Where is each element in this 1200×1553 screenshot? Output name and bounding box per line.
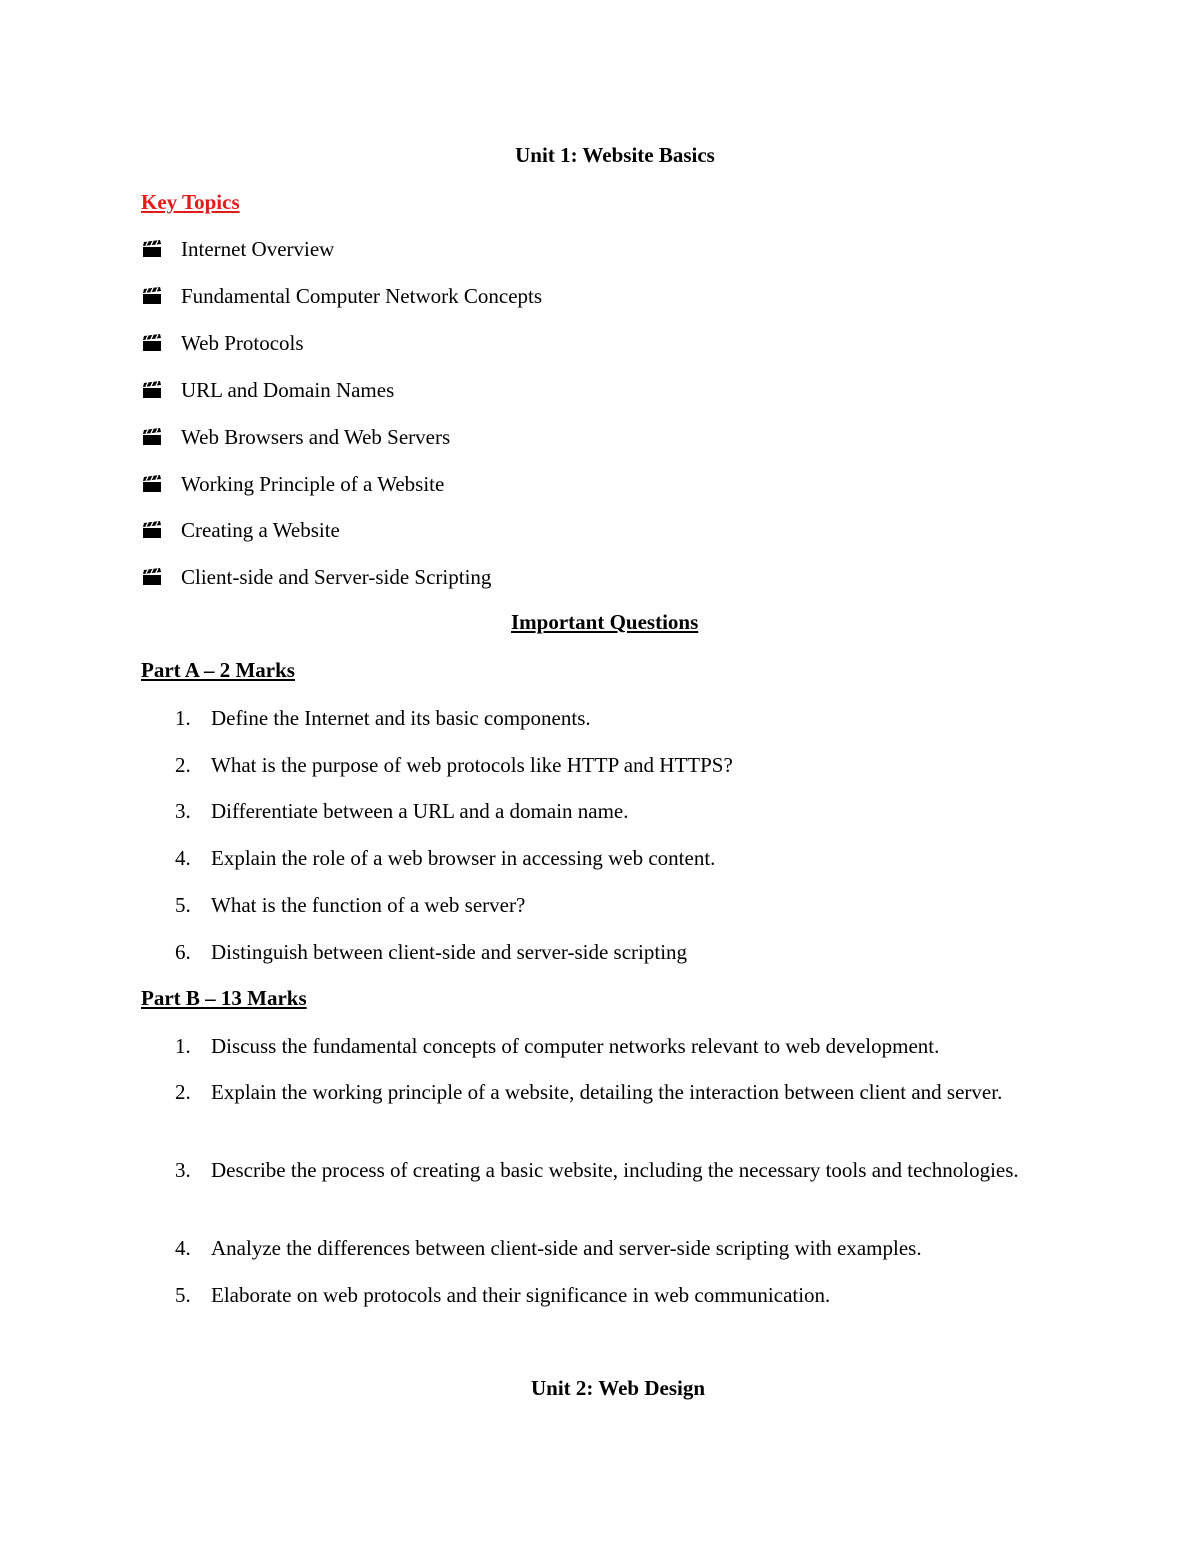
list-item	[175, 1155, 1055, 1186]
question-number: 3.	[175, 799, 191, 823]
unit1-title: Unit 1: Website Basics	[515, 143, 715, 167]
question-number: 5.	[175, 1283, 191, 1307]
topic-item	[141, 328, 304, 358]
topic-item	[141, 469, 444, 499]
question-text: Distinguish between client-side and server-side scripting	[211, 940, 688, 964]
question-text: Define the Internet and its basic components.	[211, 706, 591, 730]
list-item	[175, 937, 1055, 968]
topic-item	[141, 515, 340, 545]
list-item	[175, 1233, 1055, 1264]
list-item	[175, 703, 1055, 734]
topic-label: Working Principle of a Website	[181, 471, 445, 496]
unit2-title: Unit 2: Web Design	[530, 1376, 706, 1400]
part-b-heading: Part B – 13 Marks	[141, 986, 307, 1010]
question-number: 5.	[175, 893, 191, 917]
question-number: 3.	[175, 1158, 191, 1182]
question-text: Explain the working principle of a website, detailing the interaction between client and server.	[211, 1080, 1003, 1104]
question-number: 4.	[175, 846, 191, 870]
question-text: Explain the role of a web browser in accessing web content.	[211, 846, 716, 870]
topic-item	[141, 422, 450, 452]
clapperboard-icon	[141, 239, 163, 259]
clapperboard-icon	[141, 567, 163, 587]
list-item	[175, 1077, 1055, 1108]
topic-label: Fundamental Computer Network Concepts	[181, 283, 543, 308]
topic-label: URL and Domain Names	[181, 377, 395, 402]
clapperboard-icon	[141, 333, 163, 353]
topic-item	[141, 375, 394, 405]
topic-label: Web Protocols	[181, 330, 304, 355]
question-number: 2.	[175, 753, 191, 777]
list-item	[175, 750, 1055, 781]
list-item	[175, 1031, 1055, 1062]
list-item	[175, 796, 1055, 827]
list-item	[175, 843, 1055, 874]
question-number: 6.	[175, 940, 191, 964]
question-text: Discuss the fundamental concepts of computer networks relevant to web development.	[211, 1034, 940, 1058]
topic-label: Client-side and Server-side Scripting	[181, 564, 492, 589]
clapperboard-icon	[141, 286, 163, 306]
topic-item	[141, 281, 542, 311]
part-a-heading: Part A – 2 Marks	[141, 658, 295, 682]
topic-label: Internet Overview	[181, 236, 335, 261]
topic-item	[141, 234, 334, 264]
list-item	[175, 890, 1055, 921]
question-number: 2.	[175, 1080, 191, 1104]
question-text: Describe the process of creating a basic website, including the necessary tools and technologies.	[211, 1158, 1019, 1182]
question-number: 1.	[175, 1034, 191, 1058]
important-questions-label: Important Questions	[511, 610, 699, 634]
topic-label: Web Browsers and Web Servers	[181, 424, 451, 449]
clapperboard-icon	[141, 520, 163, 540]
important-questions-heading	[477, 610, 698, 635]
question-number: 1.	[175, 706, 191, 730]
topic-item	[141, 562, 491, 592]
question-text: What is the purpose of web protocols like HTTP and HTTPS?	[211, 753, 733, 777]
key-topics-heading: Key Topics	[141, 190, 240, 214]
clapperboard-icon	[141, 380, 163, 400]
question-text: Analyze the differences between client-side and server-side scripting with examples.	[211, 1236, 922, 1260]
topic-label: Creating a Website	[181, 517, 340, 542]
question-number: 4.	[175, 1236, 191, 1260]
clapperboard-icon	[141, 427, 163, 447]
list-item	[175, 1280, 1055, 1311]
question-text: What is the function of a web server?	[211, 893, 526, 917]
question-text: Differentiate between a URL and a domain name.	[211, 799, 629, 823]
question-text: Elaborate on web protocols and their significance in web communication.	[211, 1283, 831, 1307]
clapperboard-icon	[141, 474, 163, 494]
